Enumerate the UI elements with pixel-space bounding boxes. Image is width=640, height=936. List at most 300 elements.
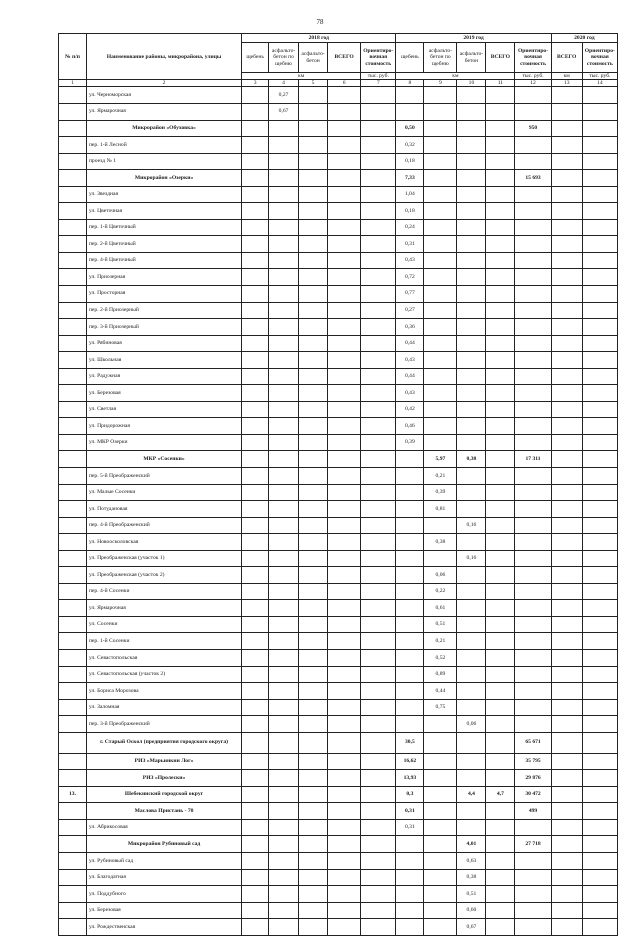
row-value bbox=[269, 335, 299, 352]
row-value bbox=[396, 583, 424, 600]
row-number bbox=[59, 600, 87, 617]
row-number bbox=[59, 252, 87, 269]
table-row bbox=[59, 666, 618, 683]
column-number: 4 bbox=[269, 80, 299, 87]
row-value bbox=[269, 650, 299, 667]
row-number bbox=[59, 819, 87, 836]
row-value bbox=[457, 103, 486, 120]
row-value bbox=[486, 170, 515, 187]
table-row bbox=[59, 203, 618, 220]
row-value bbox=[457, 501, 486, 518]
row-value bbox=[515, 319, 551, 336]
row-value bbox=[551, 650, 582, 667]
row-value bbox=[269, 732, 299, 753]
row-value bbox=[361, 600, 396, 617]
row-number bbox=[59, 853, 87, 870]
row-value bbox=[242, 836, 269, 853]
row-value bbox=[361, 803, 396, 820]
row-value bbox=[242, 803, 269, 820]
row-value bbox=[486, 302, 515, 319]
row-name: Шебекинский городской округ bbox=[86, 786, 241, 803]
row-value bbox=[551, 886, 582, 903]
row-value bbox=[328, 633, 361, 650]
row-value bbox=[299, 269, 328, 286]
row-value bbox=[269, 699, 299, 716]
row-value bbox=[242, 352, 269, 369]
row-value bbox=[299, 567, 328, 584]
row-value bbox=[269, 666, 299, 683]
row-value bbox=[242, 335, 269, 352]
row-number bbox=[59, 484, 87, 501]
row-value bbox=[299, 103, 328, 120]
row-value bbox=[242, 753, 269, 770]
table-row bbox=[59, 401, 618, 418]
row-value bbox=[361, 753, 396, 770]
table-row bbox=[59, 87, 618, 104]
row-value bbox=[457, 567, 486, 584]
row-value: 0,18 bbox=[396, 153, 424, 170]
column-number: 5 bbox=[299, 80, 328, 87]
row-value bbox=[486, 819, 515, 836]
row-value bbox=[457, 600, 486, 617]
row-value bbox=[515, 699, 551, 716]
row-value bbox=[242, 650, 269, 667]
row-value bbox=[457, 352, 486, 369]
row-number bbox=[59, 186, 87, 203]
row-value bbox=[269, 319, 299, 336]
row-value bbox=[269, 467, 299, 484]
row-number bbox=[59, 401, 87, 418]
row-value bbox=[486, 633, 515, 650]
row-value bbox=[269, 583, 299, 600]
row-value bbox=[361, 836, 396, 853]
row-value bbox=[486, 517, 515, 534]
row-value bbox=[582, 803, 617, 820]
row-value bbox=[582, 534, 617, 551]
row-value bbox=[396, 853, 424, 870]
row-value: 0,44 bbox=[396, 368, 424, 385]
table-row bbox=[59, 170, 618, 187]
row-value bbox=[486, 699, 515, 716]
row-value bbox=[551, 786, 582, 803]
row-value bbox=[361, 567, 396, 584]
row-value bbox=[299, 786, 328, 803]
row-value bbox=[299, 716, 328, 733]
row-value: 0,21 bbox=[424, 633, 457, 650]
row-value bbox=[515, 919, 551, 936]
row-value bbox=[299, 484, 328, 501]
row-value bbox=[361, 285, 396, 302]
row-number bbox=[59, 335, 87, 352]
row-value bbox=[361, 534, 396, 551]
h-2018-km: км bbox=[242, 73, 361, 80]
row-value bbox=[515, 352, 551, 369]
row-value bbox=[551, 853, 582, 870]
row-value bbox=[242, 786, 269, 803]
row-value bbox=[457, 616, 486, 633]
row-value bbox=[582, 550, 617, 567]
row-value bbox=[515, 550, 551, 567]
row-value bbox=[396, 699, 424, 716]
h-2019-tys: тыс. руб. bbox=[515, 73, 551, 80]
table-row bbox=[59, 534, 618, 551]
row-value: 0,38 bbox=[424, 534, 457, 551]
table-row bbox=[59, 285, 618, 302]
table-row bbox=[59, 484, 618, 501]
row-value bbox=[551, 236, 582, 253]
row-value bbox=[515, 401, 551, 418]
row-value bbox=[424, 285, 457, 302]
table-row bbox=[59, 319, 618, 336]
row-number bbox=[59, 385, 87, 402]
row-name: ул. Севастопольская (участок 2) bbox=[86, 666, 241, 683]
h-2018-asph: асфальто-бетон bbox=[299, 43, 328, 73]
row-name: ул. Цветочная bbox=[86, 203, 241, 220]
row-value bbox=[457, 699, 486, 716]
row-value bbox=[299, 583, 328, 600]
row-value bbox=[328, 484, 361, 501]
row-value bbox=[269, 716, 299, 733]
row-value bbox=[328, 451, 361, 468]
row-name: пер. 4-й Цветочный bbox=[86, 252, 241, 269]
row-value: 0,27 bbox=[269, 87, 299, 104]
row-value bbox=[582, 401, 617, 418]
row-number bbox=[59, 153, 87, 170]
row-value bbox=[328, 285, 361, 302]
row-value bbox=[269, 137, 299, 154]
table-row bbox=[59, 770, 618, 787]
row-value bbox=[551, 534, 582, 551]
row-value bbox=[396, 550, 424, 567]
row-value bbox=[299, 368, 328, 385]
row-value bbox=[551, 434, 582, 451]
row-value bbox=[582, 385, 617, 402]
row-value bbox=[299, 550, 328, 567]
row-value bbox=[486, 616, 515, 633]
table-row bbox=[59, 467, 618, 484]
row-value bbox=[457, 753, 486, 770]
row-value bbox=[328, 770, 361, 787]
row-value bbox=[328, 616, 361, 633]
row-value bbox=[515, 633, 551, 650]
row-value bbox=[424, 219, 457, 236]
row-value bbox=[361, 252, 396, 269]
row-value bbox=[361, 517, 396, 534]
row-value bbox=[457, 219, 486, 236]
row-value bbox=[242, 186, 269, 203]
table-row bbox=[59, 302, 618, 319]
row-value bbox=[328, 103, 361, 120]
row-value bbox=[328, 853, 361, 870]
row-value bbox=[582, 186, 617, 203]
row-value bbox=[396, 633, 424, 650]
row-name: пер. 1-й Лесной bbox=[86, 137, 241, 154]
h-2018-asph-sheben: асфальто-бетон по щебню bbox=[269, 43, 299, 73]
h-2019-sheben: щебень bbox=[396, 43, 424, 73]
h-2018-sheben: щебень bbox=[242, 43, 269, 73]
row-value: 0,67 bbox=[269, 103, 299, 120]
row-number bbox=[59, 137, 87, 154]
h-2018-total: ВСЕГО bbox=[328, 43, 361, 73]
row-name: РИЗ «Марьинкин Лог» bbox=[86, 753, 241, 770]
row-value bbox=[486, 252, 515, 269]
row-number bbox=[59, 616, 87, 633]
table-row bbox=[59, 418, 618, 435]
row-value bbox=[551, 103, 582, 120]
row-value bbox=[486, 484, 515, 501]
row-value: 950 bbox=[515, 120, 551, 137]
row-value bbox=[515, 186, 551, 203]
row-value bbox=[457, 203, 486, 220]
row-value bbox=[328, 732, 361, 753]
row-value: 0,16 bbox=[457, 517, 486, 534]
row-value: 0,63 bbox=[457, 853, 486, 870]
row-value bbox=[515, 87, 551, 104]
row-value bbox=[269, 633, 299, 650]
row-value bbox=[457, 803, 486, 820]
row-name: ул. Березовая bbox=[86, 902, 241, 919]
row-value: 16,62 bbox=[396, 753, 424, 770]
header-no: № п/п bbox=[59, 34, 87, 80]
row-value bbox=[457, 401, 486, 418]
row-value bbox=[361, 853, 396, 870]
row-value bbox=[299, 137, 328, 154]
row-value bbox=[299, 753, 328, 770]
row-number bbox=[59, 650, 87, 667]
row-value bbox=[242, 919, 269, 936]
column-number: 10 bbox=[457, 80, 486, 87]
row-name: пер. 2-й Цветочный bbox=[86, 236, 241, 253]
row-value bbox=[269, 352, 299, 369]
row-value bbox=[396, 484, 424, 501]
row-value bbox=[551, 567, 582, 584]
row-value bbox=[361, 203, 396, 220]
row-value bbox=[361, 683, 396, 700]
row-value bbox=[424, 153, 457, 170]
row-value bbox=[361, 319, 396, 336]
row-value bbox=[328, 434, 361, 451]
row-name: ул. Рождественская bbox=[86, 919, 241, 936]
row-value bbox=[299, 352, 328, 369]
row-name: ул. Малые Сосенки bbox=[86, 484, 241, 501]
row-value bbox=[486, 451, 515, 468]
row-value bbox=[551, 203, 582, 220]
row-value bbox=[242, 567, 269, 584]
row-value: 0,72 bbox=[396, 269, 424, 286]
row-value bbox=[328, 683, 361, 700]
row-value bbox=[328, 302, 361, 319]
row-value bbox=[396, 650, 424, 667]
row-value bbox=[486, 550, 515, 567]
header-2019: 2019 год bbox=[396, 34, 551, 43]
row-value bbox=[486, 153, 515, 170]
row-name: ул. Благодатная bbox=[86, 869, 241, 886]
row-value bbox=[457, 467, 486, 484]
row-value bbox=[486, 467, 515, 484]
row-number bbox=[59, 803, 87, 820]
row-value bbox=[361, 501, 396, 518]
row-value bbox=[582, 302, 617, 319]
row-value bbox=[457, 683, 486, 700]
row-value bbox=[361, 302, 396, 319]
row-value bbox=[551, 600, 582, 617]
row-value bbox=[361, 467, 396, 484]
row-value bbox=[328, 666, 361, 683]
row-name: ул. Школьная bbox=[86, 352, 241, 369]
row-name: ул. Ярмарочная bbox=[86, 103, 241, 120]
row-value bbox=[551, 385, 582, 402]
row-value bbox=[582, 567, 617, 584]
row-name: ул. Рябиновая bbox=[86, 335, 241, 352]
h-2019-total: ВСЕГО bbox=[486, 43, 515, 73]
row-value bbox=[486, 501, 515, 518]
row-value bbox=[299, 319, 328, 336]
row-value bbox=[582, 418, 617, 435]
row-name: ул. МКР Озерки bbox=[86, 434, 241, 451]
row-value bbox=[299, 87, 328, 104]
row-name: ул. Заломная bbox=[86, 699, 241, 716]
row-value bbox=[582, 153, 617, 170]
row-value bbox=[486, 753, 515, 770]
row-value bbox=[361, 219, 396, 236]
row-value: 65 671 bbox=[515, 732, 551, 753]
row-number bbox=[59, 716, 87, 733]
row-value bbox=[299, 385, 328, 402]
row-value bbox=[551, 753, 582, 770]
table-row bbox=[59, 236, 618, 253]
row-value bbox=[242, 633, 269, 650]
row-value bbox=[242, 666, 269, 683]
row-value bbox=[515, 869, 551, 886]
row-value bbox=[551, 401, 582, 418]
row-value bbox=[242, 319, 269, 336]
header-2020: 2020 год bbox=[551, 34, 617, 43]
row-value bbox=[269, 434, 299, 451]
row-value bbox=[582, 753, 617, 770]
row-name: ул. Светлая bbox=[86, 401, 241, 418]
row-value bbox=[328, 501, 361, 518]
row-value bbox=[582, 683, 617, 700]
row-value bbox=[328, 803, 361, 820]
row-value bbox=[269, 401, 299, 418]
row-value bbox=[269, 203, 299, 220]
row-value bbox=[328, 203, 361, 220]
row-value bbox=[361, 650, 396, 667]
table-row bbox=[59, 633, 618, 650]
row-value bbox=[551, 633, 582, 650]
row-value bbox=[551, 770, 582, 787]
row-value bbox=[269, 517, 299, 534]
row-value bbox=[551, 219, 582, 236]
row-value bbox=[361, 666, 396, 683]
row-value bbox=[328, 236, 361, 253]
row-value bbox=[269, 567, 299, 584]
row-number bbox=[59, 886, 87, 903]
h-2020-cost: Ориентиро-вочная стоимость bbox=[582, 43, 617, 73]
row-value: 0,21 bbox=[424, 467, 457, 484]
row-value bbox=[361, 236, 396, 253]
h-2018-tys: тыс. руб. bbox=[361, 73, 396, 80]
table-row bbox=[59, 137, 618, 154]
row-value bbox=[269, 616, 299, 633]
row-value bbox=[551, 87, 582, 104]
row-number bbox=[59, 103, 87, 120]
row-value bbox=[551, 269, 582, 286]
row-value bbox=[242, 770, 269, 787]
column-number-row bbox=[59, 80, 618, 87]
row-value bbox=[396, 103, 424, 120]
row-value bbox=[515, 517, 551, 534]
row-value bbox=[515, 219, 551, 236]
row-number bbox=[59, 633, 87, 650]
row-value bbox=[361, 401, 396, 418]
row-name: Микрорайон «Обуховка» bbox=[86, 120, 241, 137]
row-value bbox=[551, 732, 582, 753]
row-value bbox=[515, 886, 551, 903]
row-value bbox=[515, 819, 551, 836]
h-2019-cost: Ориентиро-вочная стоимость bbox=[515, 43, 551, 73]
row-value bbox=[515, 203, 551, 220]
row-name: ул. Севастопольская bbox=[86, 650, 241, 667]
row-value: 0,44 bbox=[396, 335, 424, 352]
row-value: 0,3 bbox=[396, 786, 424, 803]
table-row bbox=[59, 153, 618, 170]
row-value bbox=[515, 335, 551, 352]
row-value bbox=[486, 732, 515, 753]
table-row bbox=[59, 650, 618, 667]
row-value bbox=[396, 886, 424, 903]
row-number: 13. bbox=[59, 786, 87, 803]
row-name: МКР «Сосенки» bbox=[86, 451, 241, 468]
row-value bbox=[242, 368, 269, 385]
table-row bbox=[59, 368, 618, 385]
row-value bbox=[582, 650, 617, 667]
row-value bbox=[486, 368, 515, 385]
row-value bbox=[551, 616, 582, 633]
row-value bbox=[299, 418, 328, 435]
h-2020-total: ВСЕГО bbox=[551, 43, 582, 73]
row-value bbox=[328, 269, 361, 286]
row-value: 0,06 bbox=[424, 567, 457, 584]
row-value bbox=[424, 236, 457, 253]
row-value bbox=[582, 219, 617, 236]
row-number bbox=[59, 534, 87, 551]
row-value bbox=[269, 819, 299, 836]
table-row bbox=[59, 869, 618, 886]
row-value bbox=[582, 732, 617, 753]
row-value bbox=[361, 103, 396, 120]
row-value bbox=[582, 170, 617, 187]
row-value bbox=[424, 517, 457, 534]
row-value: 0,27 bbox=[396, 302, 424, 319]
row-value bbox=[328, 170, 361, 187]
h-2020-tys: тыс. руб. bbox=[582, 73, 617, 80]
row-name: ул. Рубиновый сад bbox=[86, 853, 241, 870]
row-name: Микрорайон «Озерки» bbox=[86, 170, 241, 187]
row-number bbox=[59, 753, 87, 770]
row-value bbox=[486, 285, 515, 302]
row-value bbox=[457, 170, 486, 187]
row-value bbox=[269, 451, 299, 468]
row-value bbox=[269, 886, 299, 903]
row-value bbox=[457, 418, 486, 435]
row-value bbox=[582, 853, 617, 870]
row-value bbox=[424, 550, 457, 567]
row-value: 5,97 bbox=[424, 451, 457, 468]
row-value bbox=[582, 285, 617, 302]
row-value: 0,51 bbox=[457, 886, 486, 903]
row-value bbox=[269, 853, 299, 870]
